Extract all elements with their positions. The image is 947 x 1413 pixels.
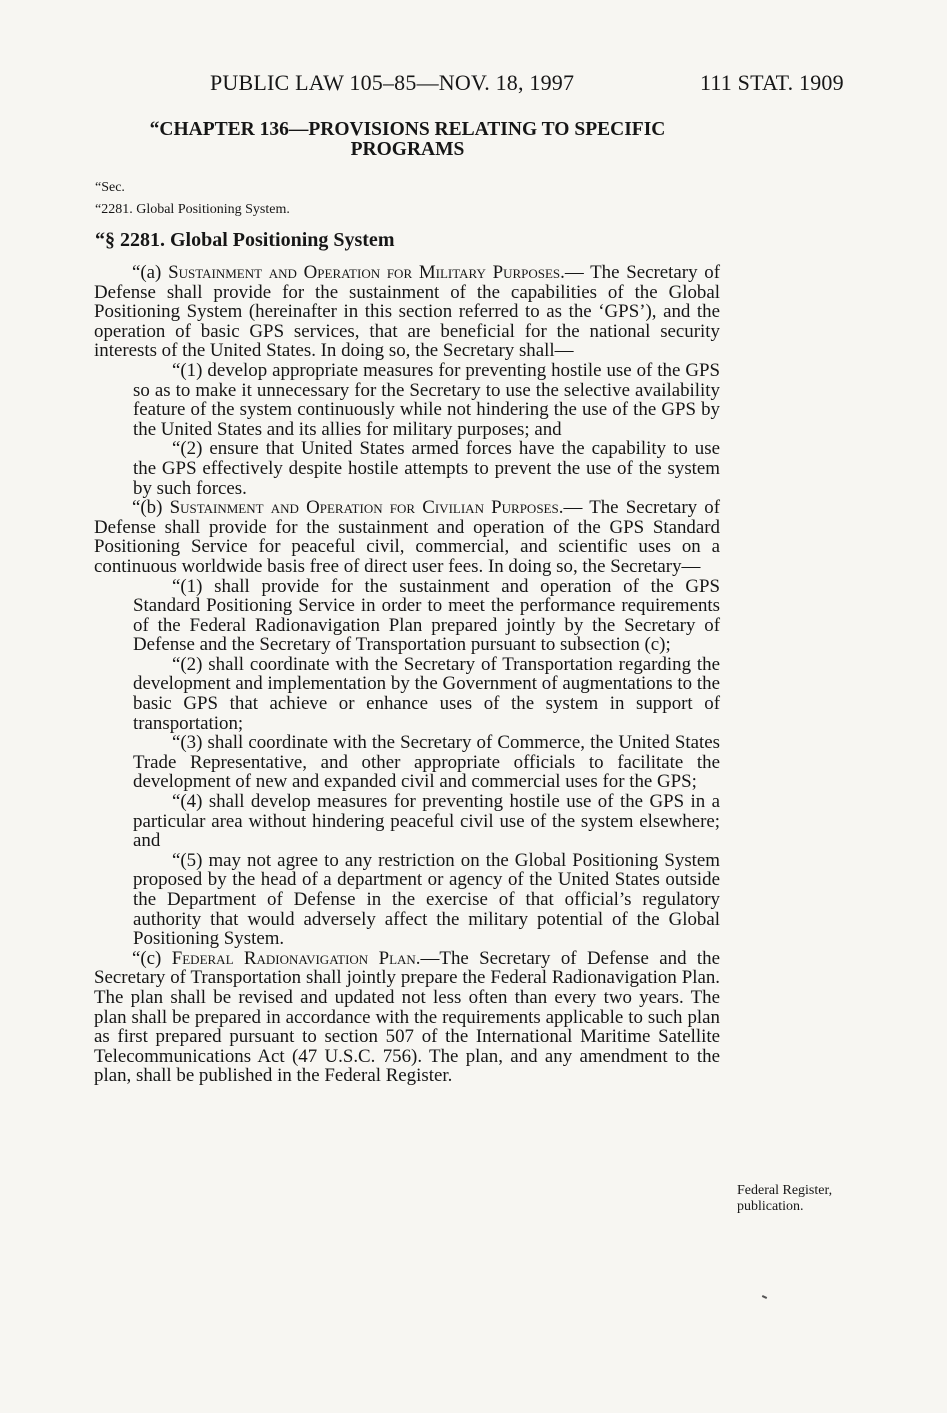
- margin-note-line-2: publication.: [737, 1199, 804, 1214]
- section-heading: “§ 2281. Global Positioning System: [95, 229, 395, 251]
- chapter-title: “CHAPTER 136—PROVISIONS RELATING TO SPECIFIC PROGRAMS: [149, 119, 666, 160]
- margin-note-line-1: Federal Register,: [737, 1183, 833, 1198]
- subsection-a: [94, 263, 720, 361]
- subsection-b-item-3: “(3) shall coordinate with the Secretary of Commerce, the United States Trade Representative, and other appropriate officials to facilitate the development of new and expanded civil and commercial uses for the GPS;: [133, 732, 720, 793]
- toc-entry: “2281. Global Positioning System.: [95, 202, 290, 217]
- running-header-title: PUBLIC LAW 105–85—NOV. 18, 1997: [210, 70, 575, 95]
- subsection-b-item-2: “(2) shall coordinate with the Secretary of Transportation regarding the development and implementation by the Government of augmentations to the basic GPS that achieve or enhance uses of the system in support of transportation;: [133, 653, 720, 734]
- subsection-a-text: .— The Secretary of Defense shall provide for the sustainment of the capabilities of the Global Positioning System (hereinafter in this section referred to as the ‘GPS’), and the operation of basic GPS services, that are beneficial for the national security interests of the United States. In doing so, the Secretary shall—: [94, 262, 720, 362]
- subsection-b: [94, 498, 720, 576]
- subsection-b-item-5: “(5) may not agree to any restriction on the Global Positioning System proposed by the head of a department or agency of the United States outside the Department of Defense in the exercise of that official’s regulatory authority that would adversely affect the military potential of the Global Positioning System.: [133, 849, 720, 950]
- subsection-b-prefix: “(b): [132, 497, 170, 519]
- subsection-b-heading: Sustainment and Operation for Civilian Purposes: [169, 497, 559, 519]
- subsection-a-prefix: “(a): [132, 262, 169, 283]
- statute-page-number: 111 STAT. 1909: [700, 70, 844, 95]
- subsection-b-item-4: “(4) shall develop measures for preventing hostile use of the GPS in a particular area without hindering peaceful civil use of the system elsewhere; and: [133, 791, 720, 852]
- subsection-a-item-1: “(1) develop appropriate measures for preventing hostile use of the GPS so as to make it unnecessary for the Secretary to use the selective availability feature of the system continuously while not hindering the use of the GPS by the United States and its allies for military purposes; and: [133, 359, 720, 440]
- section-body: [94, 263, 720, 1086]
- subsection-c-prefix: “(c): [132, 947, 172, 969]
- subsection-c-heading: Federal Radionavigation Plan: [171, 947, 416, 969]
- subsection-a-heading: Sustainment and Operation for Military Purposes: [168, 262, 561, 283]
- margin-note: [737, 1183, 872, 1215]
- scan-speck: [762, 1295, 767, 1299]
- toc-sec-label: “Sec.: [95, 180, 125, 195]
- subsection-c: [94, 949, 720, 1086]
- subsection-c-text: .—The Secretary of Defense and the Secretary of Transportation shall jointly prepare the Federal Radionavigation Plan. The plan shall be revised and updated not less often than every two years. The plan shall be prepared in accordance with the requirements applicable to such plan as first prepared pursuant to section 507 of the International Maritime Satellite Telecommunications Act (47 U.S.C. 756). The plan, and any amendment to the plan, shall be published in the Federal Register.: [94, 947, 720, 1087]
- subsection-b-item-1: “(1) shall provide for the sustainment and operation of the GPS Standard Positioning Service in order to meet the performance requirements of the Federal Radionavigation Plan prepared jointly by the Secretary of Defense and the Secretary of Transportation pursuant to subsection (c);: [133, 575, 720, 656]
- subsection-a-item-2: “(2) ensure that United States armed forces have the capability to use the GPS effectively despite hostile attempts to prevent the use of the system by such forces.: [133, 438, 720, 499]
- subsection-b-text: .— The Secretary of Defense shall provide for the sustainment and operation of the GPS Standard Positioning Service for peaceful civil, commercial, and scientific uses on a continuous worldwide basis free of direct user fees. In doing so, the Secretary—: [94, 497, 720, 577]
